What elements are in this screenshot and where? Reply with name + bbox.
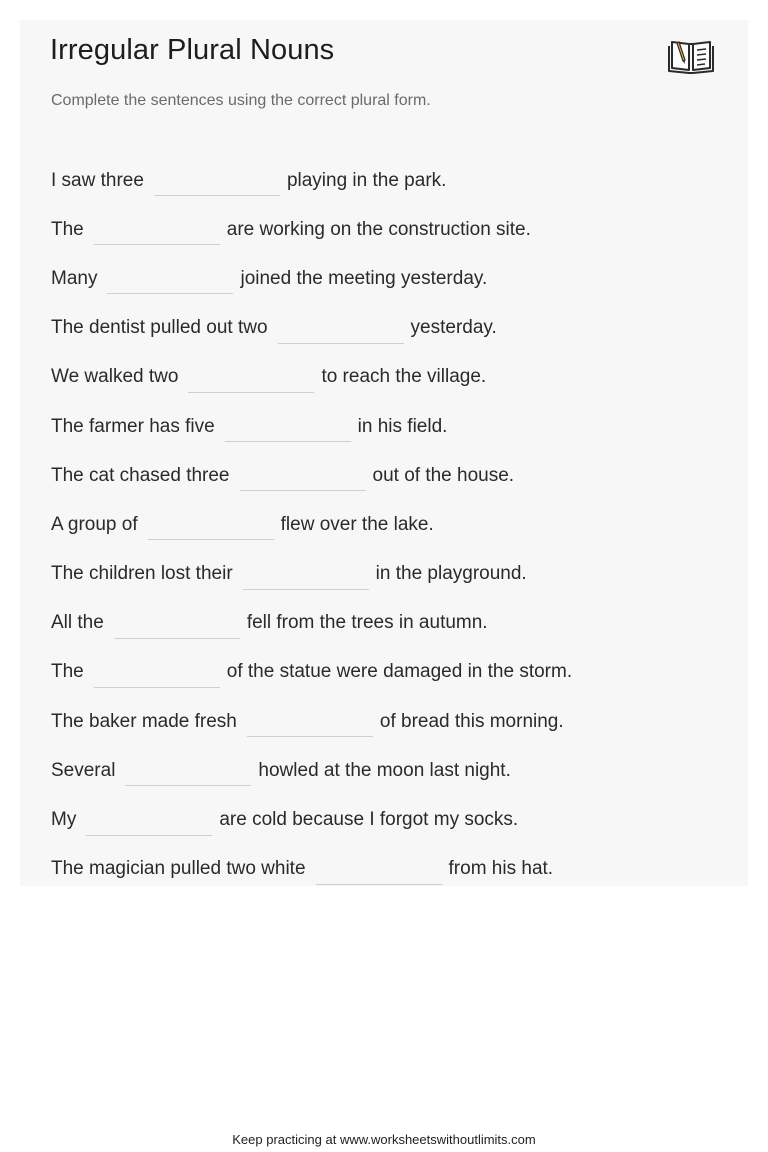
answer-blank[interactable] (243, 567, 369, 590)
sentence-end: from his hat. (448, 858, 554, 880)
sentence-row (51, 205, 741, 254)
sentence-end: in his field. (357, 415, 448, 437)
sentence-row (51, 156, 741, 205)
sentence-end: of the statue were damaged in the storm. (226, 661, 573, 683)
sentence-row (51, 697, 741, 746)
sentence-end: joined the meeting yesterday. (240, 267, 488, 289)
answer-blank[interactable] (114, 616, 240, 639)
answer-blank[interactable] (316, 862, 442, 885)
sentence-end: are cold because I forgot my socks. (219, 809, 519, 831)
answer-blank[interactable] (188, 370, 314, 393)
sentence-row (51, 795, 741, 844)
sentence-end: yesterday. (410, 317, 497, 339)
answer-blank[interactable] (240, 468, 366, 491)
sentence-start: All the (51, 612, 104, 634)
sentence-row (51, 451, 741, 500)
sentence-end: of bread this morning. (379, 710, 564, 732)
sentence-start: The farmer has five (51, 415, 215, 437)
instructions: Complete the sentences using the correct plural form. (51, 92, 431, 109)
open-book-icon (668, 34, 714, 74)
sentence-end: to reach the village. (321, 366, 487, 388)
sentence-row (51, 648, 741, 697)
sentence-end: flew over the lake. (280, 513, 434, 535)
sentence-row (51, 304, 741, 353)
answer-blank[interactable] (107, 271, 233, 294)
sentence-start: Several (51, 759, 116, 781)
sentence-row (51, 500, 741, 549)
sentence-row (51, 746, 741, 795)
answer-blank[interactable] (247, 714, 373, 737)
sentence-end: in the playground. (375, 563, 527, 585)
answer-blank[interactable] (125, 763, 251, 786)
sentence-start: We walked two (51, 366, 179, 388)
sentence-start: A group of (51, 513, 138, 535)
sentence-start: My (51, 809, 77, 831)
answer-blank[interactable] (94, 665, 220, 688)
answer-blank[interactable] (86, 813, 212, 836)
answer-blank[interactable] (278, 321, 404, 344)
sentence-start: The dentist pulled out two (51, 317, 268, 339)
sentence-start: I saw three (51, 169, 144, 191)
sentence-end: are working on the construction site. (226, 218, 531, 240)
sentence-row (51, 254, 741, 303)
sentence-list (51, 156, 741, 894)
answer-blank[interactable] (154, 173, 280, 196)
sentence-start: The magician pulled two white (51, 858, 306, 880)
sentence-start: The baker made fresh (51, 710, 237, 732)
sentence-row (51, 353, 741, 402)
page-title: Irregular Plural Nouns (50, 34, 335, 66)
sentence-start: The (51, 218, 84, 240)
sentence-row (51, 845, 741, 894)
sentence-start: The (51, 661, 84, 683)
sentence-row (51, 402, 741, 451)
sentence-end: fell from the trees in autumn. (246, 612, 488, 634)
answer-blank[interactable] (225, 419, 351, 442)
footer-text: Keep practicing at www.worksheetswithoutlimits.com (232, 1132, 536, 1147)
sentence-end: howled at the moon last night. (258, 759, 511, 781)
sentence-row (51, 550, 741, 599)
answer-blank[interactable] (148, 517, 274, 540)
sentence-end: playing in the park. (286, 169, 447, 191)
sentence-start: The cat chased three (51, 464, 230, 486)
answer-blank[interactable] (94, 222, 220, 245)
sentence-end: out of the house. (372, 464, 515, 486)
worksheet-card (20, 20, 748, 886)
sentence-start: Many (51, 267, 98, 289)
sentence-start: The children lost their (51, 563, 233, 585)
sentence-row (51, 599, 741, 648)
